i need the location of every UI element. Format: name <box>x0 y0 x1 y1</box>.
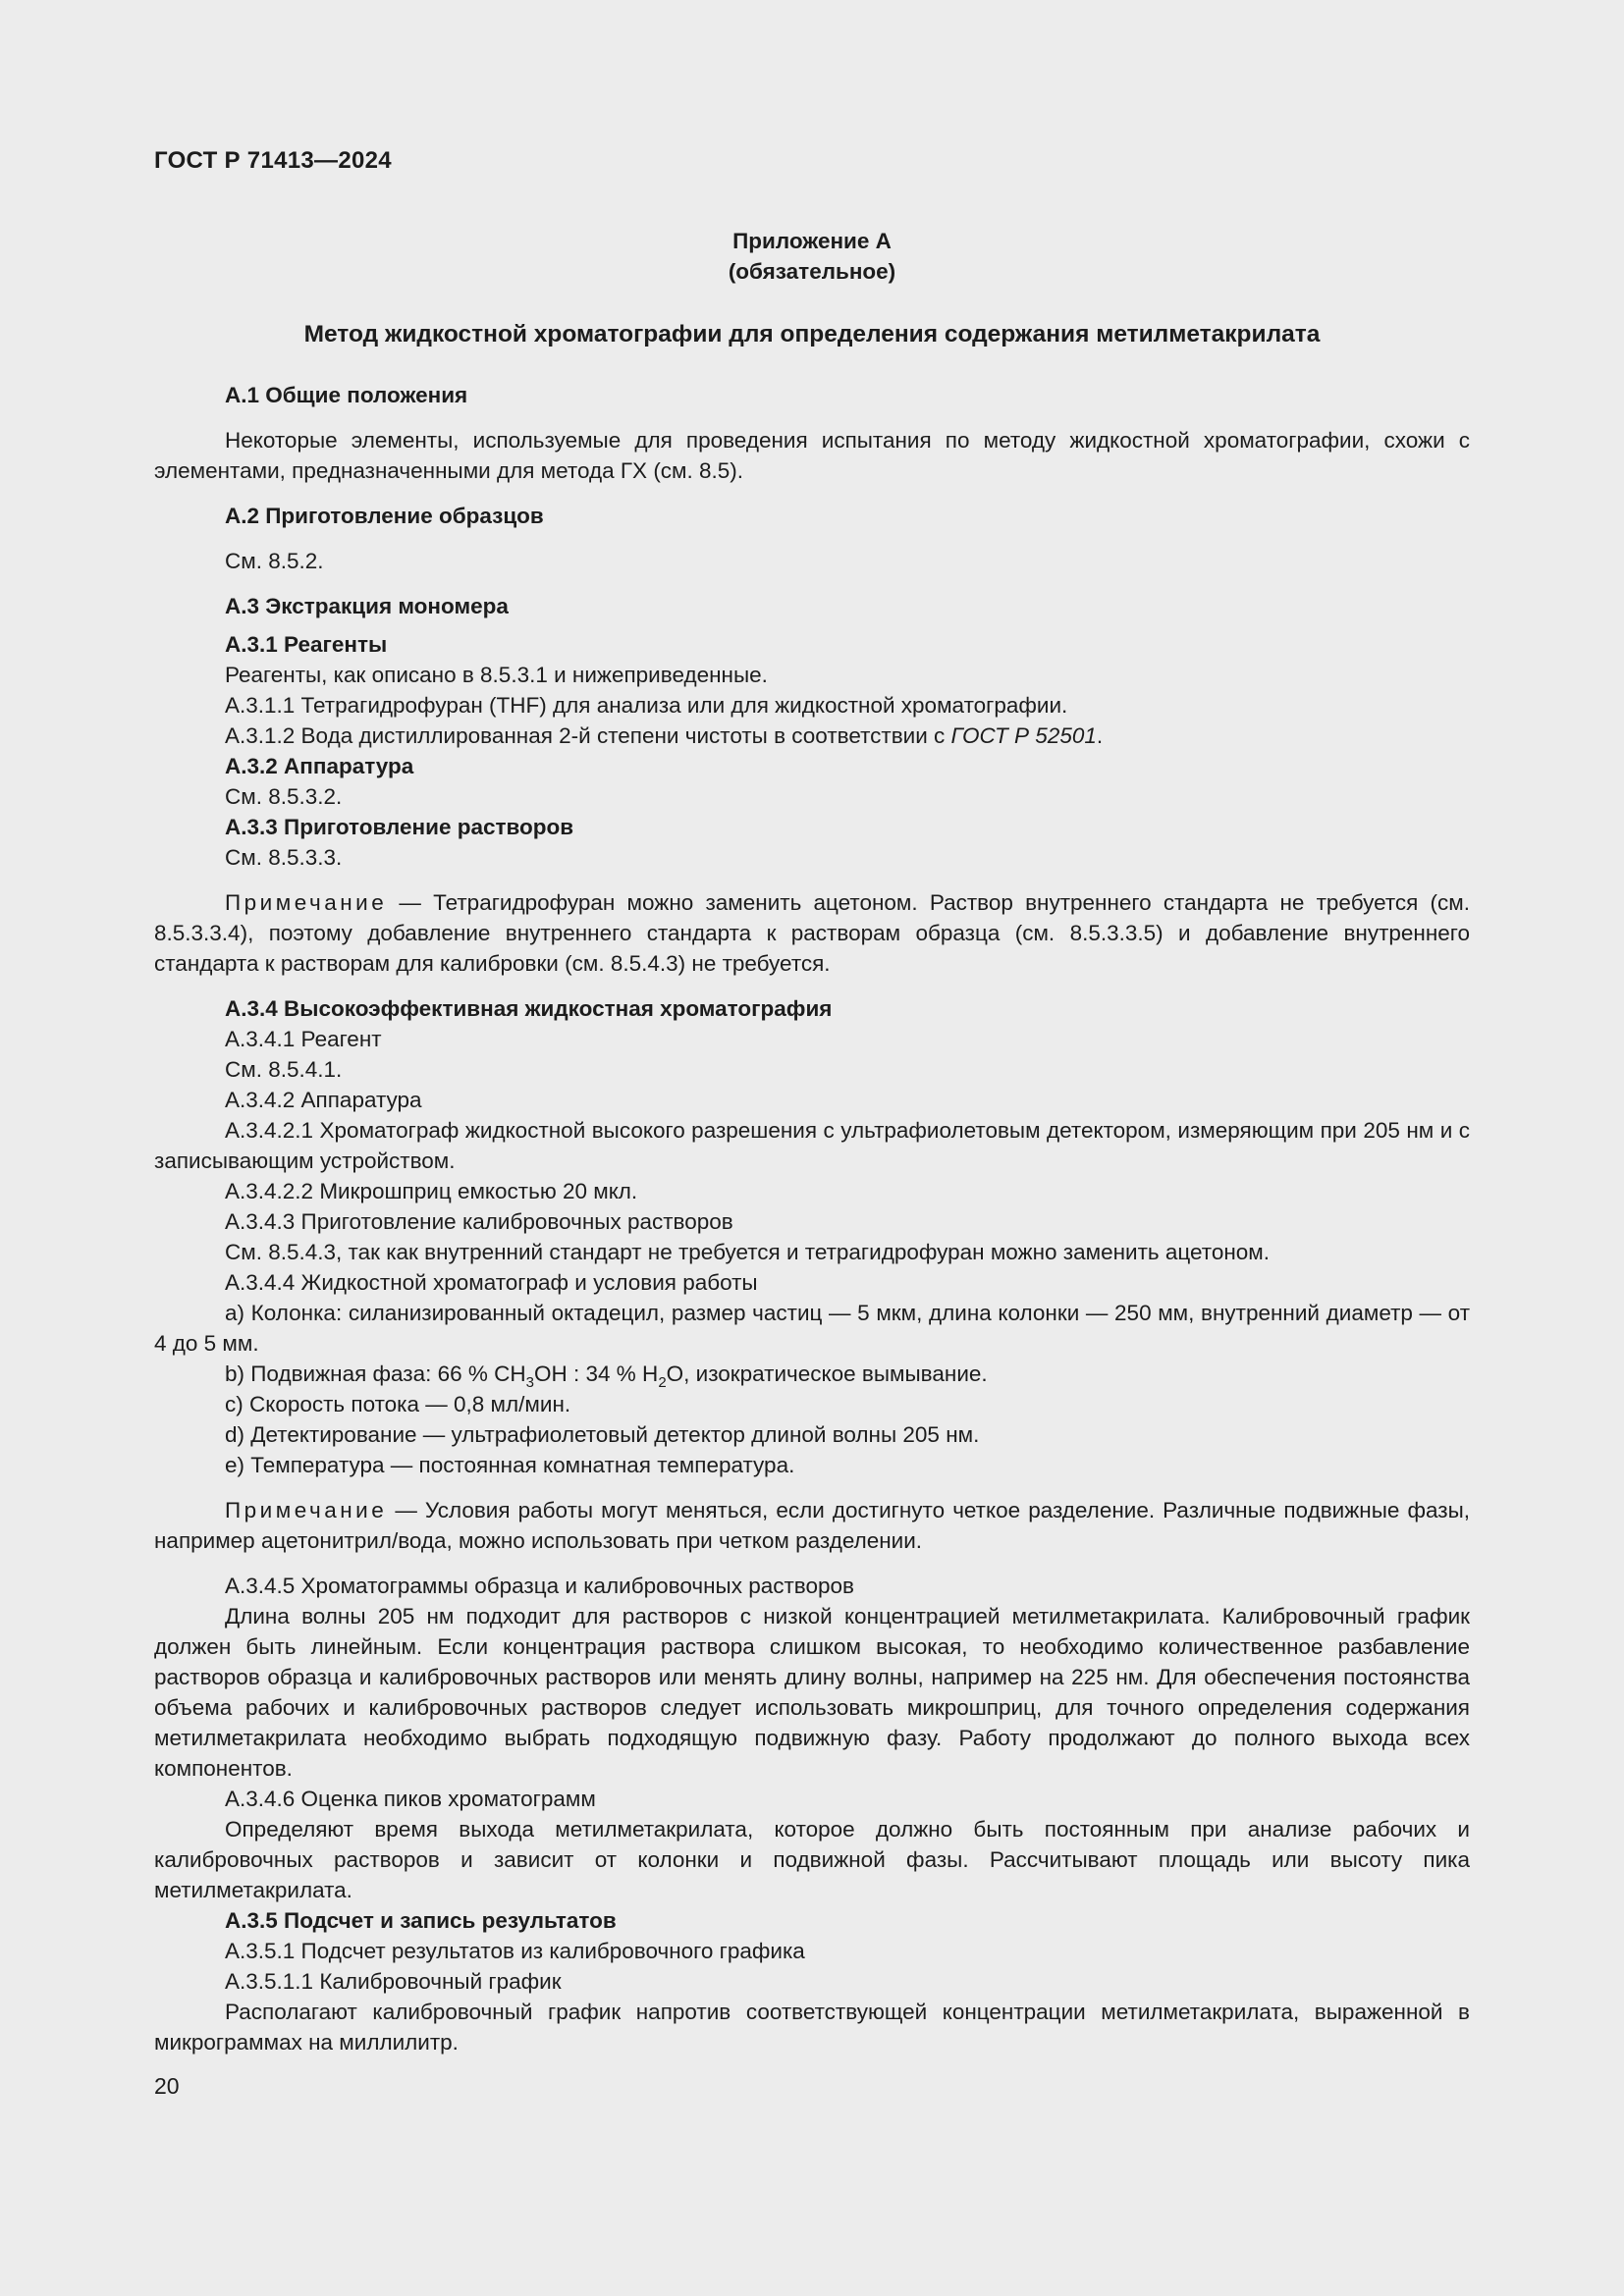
item-a3422: А.3.4.2.2 Микрошприц емкостью 20 мкл. <box>225 1179 638 1203</box>
item-a343-text: См. 8.5.4.3, так как внутренний стандарт не требуется и тетрагидрофуран можно заменить ацетоном. <box>225 1240 1271 1264</box>
section-a33-text: См. 8.5.3.3. <box>225 845 343 870</box>
item-a351: А.3.5.1 Подсчет результатов из калибровочного графика <box>225 1939 805 1963</box>
method-title: Метод жидкостной хроматографии для определения содержания метилметакрилата <box>303 321 1321 347</box>
appendix-title: Приложение А <box>732 229 892 253</box>
standard-reference: ГОСТ Р 52501 <box>950 723 1097 748</box>
condition-d: d) Детектирование — ультрафиолетовый детектор длиной волны 205 нм. <box>225 1422 980 1447</box>
section-a32-text: См. 8.5.3.2. <box>225 784 343 809</box>
condition-b-sub2: 2 <box>658 1374 667 1391</box>
item-a312 <box>154 721 1470 751</box>
note-2-text: — Условия работы могут меняться, если достигнуто четкое разделение. Различные подвижные фазы, например ацетонитрил/вода, можно использовать при четком разделении. <box>154 1498 1470 1553</box>
item-a341-text: См. 8.5.4.1. <box>225 1057 343 1082</box>
item-a346-text: Определяют время выхода метилметакрилата, которое должно быть постоянным при анализе рабочих и калибровочных растворов и зависит от колонки и подвижной фазы. Рассчитывают площадь или высоту пика метилметакрилата. <box>154 1817 1470 1902</box>
item-a346: А.3.4.6 Оценка пиков хроматограмм <box>225 1787 596 1811</box>
condition-b-mid: OH : 34 % H <box>534 1362 659 1386</box>
section-a34-heading: А.3.4 Высокоэффективная жидкостная хроматография <box>225 996 833 1021</box>
note-1-text: — Тетрагидрофуран можно заменить ацетоном. Раствор внутреннего стандарта не требуется (см. 8.5.3.3.4), поэтому добавление внутреннего стандарта к растворам образца (см. 8.5.3.3.5) и добавление внутреннего стандарта к растворам для калибровки (см. 8.5.4.3) не требуется. <box>154 890 1470 976</box>
section-a1-text: Некоторые элементы, используемые для проведения испытания по методу жидкостной хроматографии, схожи с элементами, предназначенными для метода ГХ (см. 8.5). <box>154 428 1470 483</box>
item-a3511-text: Располагают калибровочный график напротив соответствующей концентрации метилметакрилата, выраженной в микрограммах на миллилитр. <box>154 2000 1470 2055</box>
condition-a: a) Колонка: силанизированный октадецил, размер частиц — 5 мкм, длина колонки — 250 мм, внутренний диаметр — от 4 до 5 мм. <box>154 1301 1470 1356</box>
item-a341: А.3.4.1 Реагент <box>225 1027 382 1051</box>
note-1-label: Примечание <box>225 890 388 915</box>
item-a312-end: . <box>1096 723 1104 748</box>
condition-c: c) Скорость потока — 0,8 мл/мин. <box>225 1392 571 1416</box>
item-a3511: А.3.5.1.1 Калибровочный график <box>225 1969 562 1994</box>
appendix-status: (обязательное) <box>728 259 896 284</box>
note-2 <box>154 1495 1470 1556</box>
item-a345: А.3.4.5 Хроматограммы образца и калибровочных растворов <box>225 1574 854 1598</box>
condition-b <box>154 1359 1470 1389</box>
page-number: 20 <box>154 2073 180 2099</box>
item-a342: А.3.4.2 Аппаратура <box>225 1088 422 1112</box>
section-a1-heading: А.1 Общие положения <box>225 383 468 407</box>
item-a344: А.3.4.4 Жидкостной хроматограф и условия работы <box>225 1270 758 1295</box>
item-a345-text: Длина волны 205 нм подходит для растворов с низкой концентрацией метилметакрилата. Калибровочный график должен быть линейным. Если концентрация раствора слишком высокая, то необходимо количественное разбавление растворов образца и калибровочных растворов или менять длину волны, например на 225 нм. Для обеспечения постоянства объема рабочих и калибровочных растворов следует использовать микрошприц, для точного определения содержания метилметакрилата необходимо выбрать подходящую подвижную фазу. Работу продолжают до полного выхода всех компонентов. <box>154 1604 1470 1781</box>
note-2-label: Примечание <box>225 1498 388 1522</box>
section-a31-text: Реагенты, как описано в 8.5.3.1 и нижеприведенные. <box>225 663 768 687</box>
condition-e: e) Температура — постоянная комнатная температура. <box>225 1453 795 1477</box>
condition-b-post: O, изократическое вымывание. <box>666 1362 988 1386</box>
section-a32-heading: А.3.2 Аппаратура <box>225 754 414 778</box>
item-a343: А.3.4.3 Приготовление калибровочных растворов <box>225 1209 733 1234</box>
page-content <box>154 226 1470 2057</box>
note-1 <box>154 887 1470 979</box>
section-a2-heading: А.2 Приготовление образцов <box>225 504 544 528</box>
section-a3-heading: А.3 Экстракция мономера <box>225 594 509 618</box>
item-a311: А.3.1.1 Тетрагидрофуран (THF) для анализа или для жидкостной хроматографии. <box>225 693 1068 718</box>
condition-b-pre: b) Подвижная фаза: 66 % CH <box>225 1362 526 1386</box>
condition-b-sub1: 3 <box>525 1374 535 1391</box>
item-a312-text: А.3.1.2 Вода дистиллированная 2-й степени чистоты в соответствии с <box>225 723 951 748</box>
section-a31-heading: А.3.1 Реагенты <box>225 632 388 657</box>
section-a35-heading: А.3.5 Подсчет и запись результатов <box>225 1908 617 1933</box>
document-id: ГОСТ Р 71413—2024 <box>154 147 392 174</box>
section-a2-text: См. 8.5.2. <box>225 549 324 573</box>
section-a33-heading: А.3.3 Приготовление растворов <box>225 815 574 839</box>
item-a3421: А.3.4.2.1 Хроматограф жидкостной высокого разрешения с ультрафиолетовым детектором, измеряющим при 205 нм и с записывающим устройством. <box>154 1118 1470 1173</box>
